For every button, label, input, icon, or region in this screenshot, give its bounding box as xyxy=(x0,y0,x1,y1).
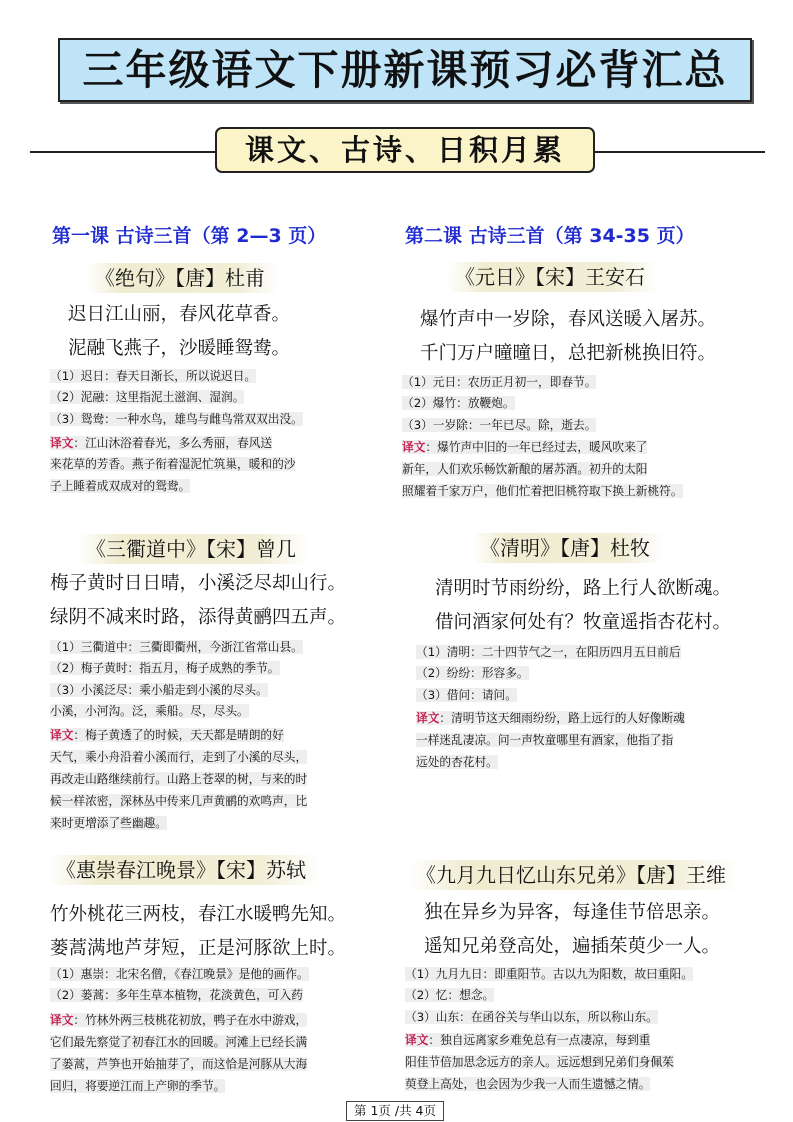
translation-text: 新年，人们欢乐畅饮新酿的屠苏酒。初升的太阳 xyxy=(402,462,648,476)
translation-text: ：爆竹声中旧的一年已经过去，暖风吹来了 xyxy=(425,440,648,454)
poem-note-text: （2）爆竹：放鞭炮。 xyxy=(402,396,515,411)
divider-right xyxy=(595,151,765,153)
poem-note xyxy=(50,985,303,1006)
translation-text: ：竹林外两三枝桃花初放，鸭子在水中游戏， xyxy=(73,1013,308,1027)
translation-line xyxy=(416,708,685,729)
poem-line: 泥融飞燕子，沙暖睡鸳鸯。 xyxy=(68,338,291,359)
poem-note-text: （2）泥融：这里指泥土滋润、湿润。 xyxy=(50,390,245,405)
poem-note-text: （1）清明：二十四节气之一，在阳历四月五日前后 xyxy=(416,645,681,659)
translation-text: 萸登上高处，也会因为少我一人而生遗憾之情。 xyxy=(405,1077,651,1091)
poem-title: 《清明》【唐】杜牧 xyxy=(472,533,664,563)
poem-line: 遥知兄弟登高处，遍插茱萸少一人。 xyxy=(424,936,721,957)
poem-title: 《惠崇春江晚景》【宋】苏轼 xyxy=(48,855,320,885)
translation-label: 译文 xyxy=(50,728,74,742)
translation-text: 照耀着千家万户，他们忙着把旧桃符取下换上新桃符。 xyxy=(402,484,683,498)
section-subtitle: 课文、古诗、日积月累 xyxy=(215,127,595,173)
poem-line: 千门万户曈曈日，总把新桃换旧符。 xyxy=(420,343,717,364)
translation-text: 候一样浓密，深林丛中传来几声黄鹂的欢鸣声，比 xyxy=(50,794,308,808)
poem-note-text: 小溪，小河沟。泛，乘船。尽，尽头。 xyxy=(50,704,249,719)
poem-line: 蒌蒿满地芦芽短，正是河豚欲上时。 xyxy=(50,938,347,959)
translation-label: 译文 xyxy=(416,711,440,725)
poem-note xyxy=(405,1007,658,1028)
poem-note-text: （2）梅子黄时：指五月，梅子成熟的季节。 xyxy=(50,661,280,676)
lesson-heading-1: 第一课 古诗三首（第 2—3 页） xyxy=(52,225,327,247)
poem-title: 《元日》【宋】王安石 xyxy=(447,262,659,292)
poem-note xyxy=(50,964,309,985)
translation-text: ：清明节这天细雨纷纷，路上远行的人好像断魂 xyxy=(439,711,685,725)
poem-note-text: （3）一岁除：一年已尽。除，逝去。 xyxy=(402,417,597,432)
translation-line xyxy=(405,1074,650,1095)
poem-note xyxy=(402,372,596,393)
poem-note-text: （3）小溪泛尽：乘小船走到小溪的尽头。 xyxy=(50,682,268,697)
translation-text: 天气，乘小舟沿着小溪而行，走到了小溪的尽头， xyxy=(50,750,308,764)
translation-line xyxy=(402,459,647,480)
poem-line: 爆竹声中一岁除，春风送暖入屠苏。 xyxy=(420,309,717,330)
translation-label: 译文 xyxy=(50,1013,74,1027)
poem-note-text: （1）九月九日：即重阳节。古以九为阳数，故曰重阳。 xyxy=(405,967,693,981)
translation-line xyxy=(50,433,272,454)
translation-line xyxy=(405,1052,674,1073)
poem-note xyxy=(50,658,280,679)
translation-line xyxy=(50,813,167,834)
translation-line xyxy=(416,752,498,773)
page-number: 第 1页 /共 4页 xyxy=(346,1101,444,1121)
translation-text: ：独自远离家乡难免总有一点凄凉，每到重 xyxy=(428,1033,651,1047)
translation-text: 它们最先察觉了初春江水的回暖。河滩上已经长满 xyxy=(50,1035,308,1049)
poem-note-text: （3）鸳鸯：一种水鸟，雄鸟与雌鸟常双双出没。 xyxy=(50,411,303,426)
translation-line xyxy=(416,730,673,751)
poem-note-text: （1）迟日：春天日渐长，所以说迟日。 xyxy=(50,369,257,383)
poem-note xyxy=(50,366,256,387)
translation-text: 远处的杏花村。 xyxy=(416,755,498,769)
poem-note xyxy=(416,685,517,706)
poem-note xyxy=(405,985,494,1006)
translation-text: 回归，将要逆江而上产卵的季节。 xyxy=(50,1079,226,1093)
poem-note xyxy=(50,387,244,408)
translation-line xyxy=(50,769,307,790)
translation-text: 子上睡着成双成对的鸳鸯。 xyxy=(50,479,191,493)
poem-title: 《绝句》【唐】杜甫 xyxy=(87,263,279,293)
poem-line: 清明时节雨纷纷，路上行人欲断魂。 xyxy=(435,578,732,599)
poem-line: 借问酒家何处有？牧童遥指杏花村。 xyxy=(435,612,732,633)
poem-note xyxy=(402,393,515,414)
poem-note xyxy=(50,680,268,701)
poem-note-text: （2）忆：想念。 xyxy=(405,988,495,1003)
translation-line xyxy=(50,747,307,768)
translation-line xyxy=(50,1054,307,1075)
translation-line xyxy=(50,1076,225,1097)
translation-line xyxy=(405,1030,650,1051)
translation-line xyxy=(50,1010,307,1031)
poem-note-text: （3）借问：请问。 xyxy=(416,687,517,702)
poem-line: 独在异乡为异客，每逢佳节倍思亲。 xyxy=(424,902,721,923)
poem-note xyxy=(405,964,693,985)
translation-line xyxy=(50,476,190,497)
translation-label: 译文 xyxy=(402,440,426,454)
poem-line: 竹外桃花三两枝，春江水暖鸭先知。 xyxy=(50,904,347,925)
poem-note-text: （3）山东：在函谷关与华山以东，所以称山东。 xyxy=(405,1009,658,1024)
translation-text: 再改走山路继续前行。山路上苍翠的树，与来的时 xyxy=(50,772,308,786)
translation-line xyxy=(50,725,284,746)
translation-label: 译文 xyxy=(50,436,74,450)
translation-label: 译文 xyxy=(405,1033,429,1047)
poem-title: 《三衢道中》【宋】曾几 xyxy=(78,534,310,564)
lesson-heading-2: 第二课 古诗三首（第 34-35 页） xyxy=(405,225,695,247)
poem-note xyxy=(50,701,249,722)
poem-note xyxy=(50,637,303,658)
poem-line: 迟日江山丽，春风花草香。 xyxy=(68,304,291,325)
page-title: 三年级语文下册新课预习必背汇总 xyxy=(58,38,752,102)
translation-line xyxy=(50,791,307,812)
translation-text: ：江山沐浴着春光，多么秀丽，春风送 xyxy=(73,436,273,450)
translation-line xyxy=(402,481,683,502)
translation-text: 来花草的芳香。燕子衔着湿泥忙筑巢，暖和的沙 xyxy=(50,457,296,471)
translation-text: 了蒌蒿，芦笋也开始抽芽了，而这恰是河豚从大海 xyxy=(50,1057,308,1071)
poem-line: 绿阴不减来时路，添得黄鹂四五声。 xyxy=(50,607,347,628)
translation-line xyxy=(50,1032,307,1053)
poem-note xyxy=(402,415,596,436)
poem-note-text: （2）蒌蒿：多年生草本植物，花淡黄色，可入药 xyxy=(50,988,303,1003)
poem-note-text: （2）纷纷：形容多。 xyxy=(416,666,529,681)
translation-line xyxy=(50,454,295,475)
poem-note xyxy=(50,409,303,430)
poem-note xyxy=(416,642,681,663)
poem-note-text: （1）惠崇：北宋名僧，《春江晚景》是他的画作。 xyxy=(50,967,309,981)
poem-note xyxy=(416,663,529,684)
translation-line xyxy=(402,437,647,458)
translation-text: 来时更增添了些幽趣。 xyxy=(50,816,167,830)
translation-text: 阳佳节倍加思念远方的亲人。远远想到兄弟们身佩茱 xyxy=(405,1055,674,1069)
translation-text: 一样迷乱凄凉。问一声牧童哪里有酒家，他指了指 xyxy=(416,733,674,747)
poem-note-text: （1）元日：农历正月初一，即春节。 xyxy=(402,375,597,389)
poem-note-text: （1）三衢道中：三衢即衢州，今浙江省常山县。 xyxy=(50,640,303,654)
translation-text: ：梅子黄透了的时候，天天都是晴朗的好 xyxy=(73,728,284,742)
poem-title: 《九月九日忆山东兄弟》【唐】王维 xyxy=(408,860,740,890)
divider-left xyxy=(30,151,215,153)
poem-line: 梅子黄时日日晴，小溪泛尽却山行。 xyxy=(50,573,347,594)
